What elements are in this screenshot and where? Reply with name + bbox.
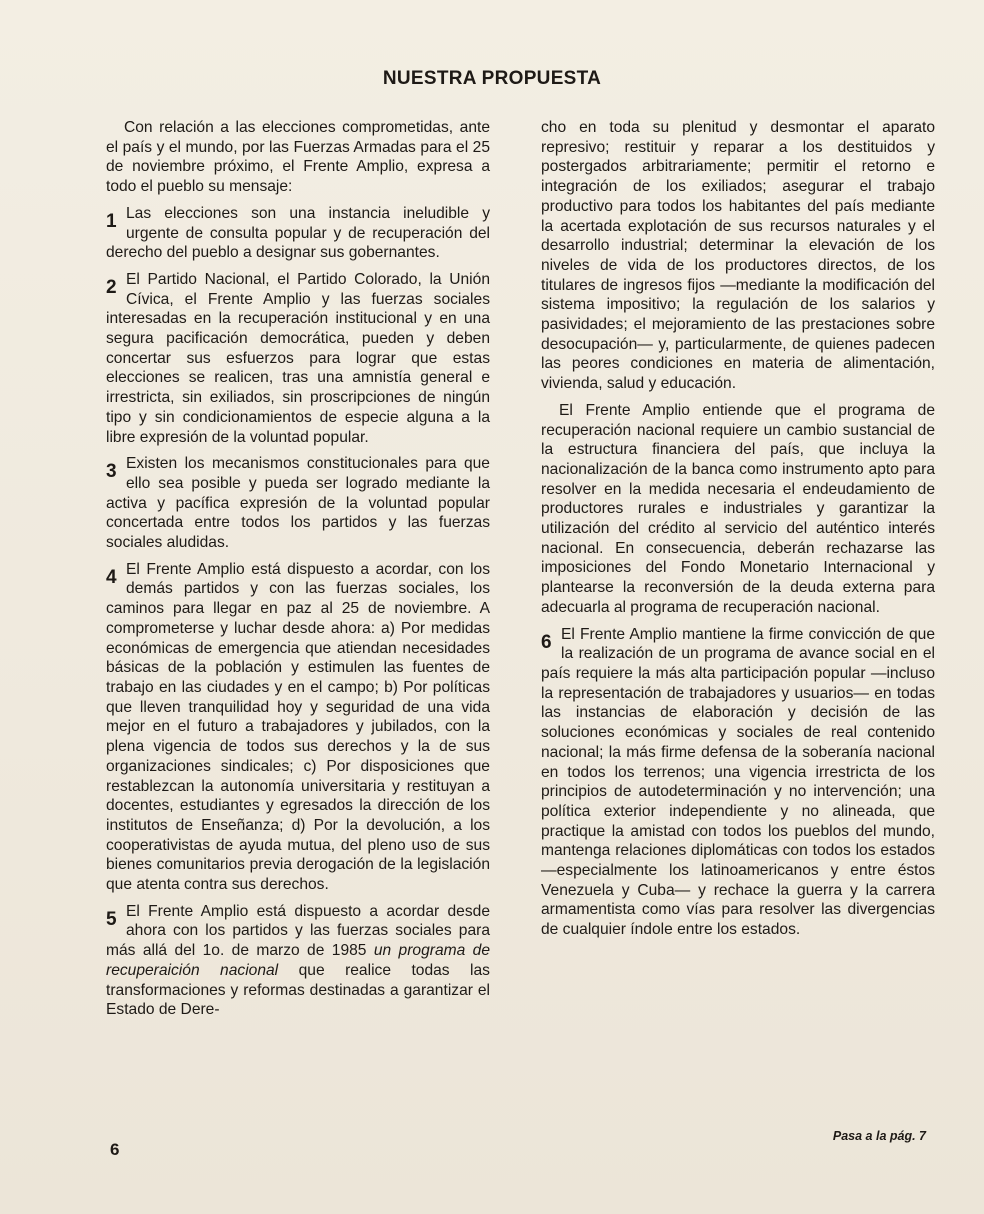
page-number: 6 [110, 1140, 120, 1159]
point-number: 6 [541, 631, 552, 653]
point-text: El Partido Nacional, el Partido Colorado, la Unión Cívica, el Frente Amplio y las fuerzas sociales interesadas en la recuperación institucional y en una segura pacificación democrática, pueden y deben concertar sus esfuerzos para lograr que estas elecciones se realicen, tras una amnistía general e irrestricta, sin exiliados, sin proscripciones de ningún tipo y sin condicionamientos de especie alguna a la libre expresión de la voluntad popular. [106, 270, 490, 446]
point-text-after: que realice todas las transformaciones y reformas destinadas a garantizar el Estado de Dere- [106, 961, 490, 1019]
point-5 [106, 902, 490, 1020]
point-number: 3 [106, 461, 117, 483]
point-number: 1 [106, 210, 117, 232]
point-text: Existen los mecanismos constitucionales para que ello sea posible y pueda ser logrado mediante la activa y pacífica expresión de la voluntad popular concertada entre todos los partidos y las fuerzas sociales aludidas. [106, 455, 490, 552]
intro-paragraph: Con relación a las elecciones comprometidas, ante el país y el mundo, por las Fuerzas Armadas para el 25 de noviembre próximo, el Frente Amplio, expresa a todo el pueblo su mensaje: [106, 119, 490, 196]
point-text: El Frente Amplio está dispuesto a acordar, con los demás partidos y con las fuerzas sociales, los caminos para llegar en paz al 25 de noviembre. A comprometerse y luchar desde ahora: a) Por medidas económicas de emergencia que atiendan necesidades básicas de la población y estimulen las fuentes de trabajo en las ciudades y en el campo; b) Por políticas que lleven tranquilidad hoy y seguridad de una vida mejor en el futuro a trabajadores y jubilados, con la plena vigencia de todos sus derechos y la de sus organizaciones sindicales; c) Por disposiciones que restablezcan la autonomía universitaria y restituyan a docentes, estudiantes y egresados la dirección de los institutos de Enseñanza; d) Por la devolución, a los cooperativistas de ayuda mutua, del pleno uso de sus bienes comunitarios previa derogación de la legislación que atenta contra sus derechos. [106, 560, 490, 894]
right-column [541, 118, 935, 947]
point-text: El Frente Amplio mantiene la firme convicción de que la realización de un programa de avance social en el país requiere la más alta participación popular —incluso la representación de trabajadores y usuarios— en todas las instancias de elaboración y decisión de las soluciones económicas y sociales de real contenido nacional; la más firme defensa de la soberanía nacional en todos los terrenos; una vigencia irrestricta de los principios de autodeterminación y no intervención; una política exterior independiente y no alineada, que practique la amistad con todos los pueblos del mundo, mantenga relaciones diplomáticas con todos los estados —especialmente los latinoamericanos y entre éstos Venezuela y Cuba— y rechace la guerra y la carrera armamentista como vías para resolver las divergencias de cualquier índole entre los estados. [541, 625, 935, 939]
point-number: 4 [106, 566, 117, 588]
point-3 [106, 454, 490, 553]
page-title: NUESTRA PROPUESTA [382, 68, 602, 89]
point-1 [106, 204, 490, 263]
left-column [106, 118, 490, 1027]
point-text-italic: un programa de recuperaición nacional [106, 942, 490, 979]
point-2 [106, 270, 490, 447]
point-4 [106, 560, 490, 895]
point-number: 5 [106, 908, 117, 930]
point-6 [541, 625, 935, 940]
point-text-before: El Frente Amplio está dispuesto a acordar desde ahora con los partidos y las fuerzas sociales para más allá del 1o. de marzo de 1985 [106, 902, 490, 960]
point-number: 2 [106, 276, 117, 298]
banca-paragraph: El Frente Amplio entiende que el programa de recuperación nacional requiere un cambio sustancial de la estructura financiera del país, que incluya la nacionalización de la banca como instrumento apto para resolver en la medida necesaria el endeudamiento de productores rurales e industriales y garantizar la utilización del crédito al servicio del auténtico interés nacional. En consecuencia, deberán rechazarse las imposiciones del Fondo Monetario Internacional y plantearse la reconversión de la deuda externa para adecuarla al programa de recuperación nacional. [541, 401, 935, 616]
continued-on-page-link: Pasa a la pág. 7 [832, 1129, 926, 1143]
point-5-continued: cho en toda su plenitud y desmontar el aparato represivo; restituir y reparar a los destituidos y postergados arbitrariamente; permitir el retorno e integración de los exiliados; asegurar el trabajo productivo para todos los habitantes del país mediante la acertada explotación de sus recursos naturales y el desarrollo industrial; determinar la elevación de los niveles de vida de los productores directos, de los titulares de ingresos fijos —mediante la modificación del sistema impositivo; la regulación de los salarios y pasividades; el mejoramiento de las prestaciones sobre desocupación— y, particularmente, de quienes padecen las peores condiciones en materia de alimentación, vivienda, salud y educación. [541, 119, 935, 393]
point-text: Las elecciones son una instancia ineludible y urgente de consulta popular y de recuperación del derecho del pueblo a designar sus gobernantes. [106, 204, 490, 262]
